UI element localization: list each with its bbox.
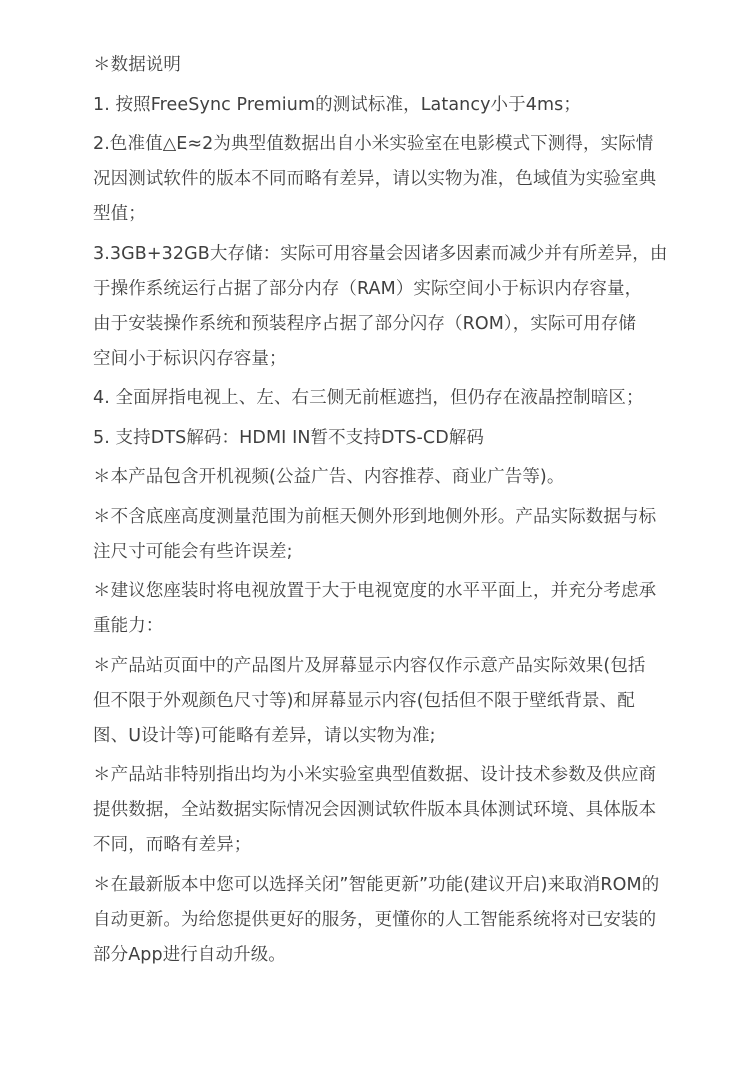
note-item-1 xyxy=(93,88,659,123)
note-line: 5. 支持DTS解码：HDMI IN暂不支持DTS-CD解码 xyxy=(93,427,485,448)
note-line: 况因测试软件的版本不同而略有差异，请以实物为准，色域值为实验室典 xyxy=(93,169,657,189)
note-line: 型值； xyxy=(93,204,146,224)
note-line: 于操作系统运行占据了部分内存（RAM）实际空间小于标识内存容量， xyxy=(93,278,643,299)
note-line: ＊在最新版本中您可以选择关闭”智能更新”功能(建议开启)来取消ROM的 xyxy=(93,874,660,895)
note-line: 3.3GB+32GB大存储：实际可用容量会因诸多因素而减少并有所差异，由 xyxy=(93,243,668,264)
note-item-4 xyxy=(93,381,659,416)
notes-document xyxy=(93,48,668,973)
note-line: 但不限于外观颜色尺寸等)和屏幕显示内容(包括但不限于壁纸背景、配 xyxy=(93,690,635,711)
note-item-11 xyxy=(93,868,659,973)
note-line: 1. 按照FreeSync Premium的测试标准，Latancy小于4ms； xyxy=(93,94,581,115)
note-line: ＊产品站页面中的产品图片及屏幕显示内容仅作示意产品实际效果(包括 xyxy=(93,655,646,676)
note-item-9 xyxy=(93,649,659,754)
note-line: ＊产品站非特别指出均为小米实验室典型值数据、设计技术参数及供应商 xyxy=(93,765,657,785)
note-item-10 xyxy=(93,758,659,863)
note-line: ＊建议您座装时将电视放置于大于电视宽度的水平平面上，并充分考虑承 xyxy=(93,581,657,601)
note-line: 4. 全面屏指电视上、左、右三侧无前框遮挡，但仍存在液晶控制暗区； xyxy=(93,388,644,408)
note-line: 空间小于标识闪存容量； xyxy=(93,348,287,369)
note-line: ＊不含底座高度测量范围为前框天侧外形到地侧外形。产品实际数据与标 xyxy=(93,506,657,527)
note-item-8 xyxy=(93,574,659,644)
note-line: 提供数据，全站数据实际情况会因测试软件版本具体测试环境、具体版本 xyxy=(93,800,657,820)
note-item-3 xyxy=(93,237,668,377)
note-line: 重能力： xyxy=(93,616,164,636)
note-line: 不同，而略有差异； xyxy=(93,835,252,855)
note-line: 由于安装操作系统和预装程序占据了部分闪存（ROM），实际可用存储 xyxy=(93,313,636,334)
note-line: 图、U设计等)可能略有差异，请以实物为准; xyxy=(93,725,436,746)
note-line: 自动更新。为给您提供更好的服务，更懂你的人工智能系统将对已安装的 xyxy=(93,909,657,930)
note-item-2 xyxy=(93,127,659,232)
notes-title: ＊数据说明 xyxy=(93,55,181,75)
note-line: 部分App进行自动升级。 xyxy=(93,944,286,965)
note-line: ＊本产品包含开机视频(公益广告、内容推荐、商业广告等)。 xyxy=(93,467,565,487)
note-item-5 xyxy=(93,421,659,456)
note-line: 2.色准值△E≈2为典型值数据出自小米实验室在电影模式下测得，实际情 xyxy=(93,134,654,154)
note-item-7 xyxy=(93,500,659,570)
note-line: 注尺寸可能会有些许误差; xyxy=(93,541,293,562)
note-item-6 xyxy=(93,460,659,495)
